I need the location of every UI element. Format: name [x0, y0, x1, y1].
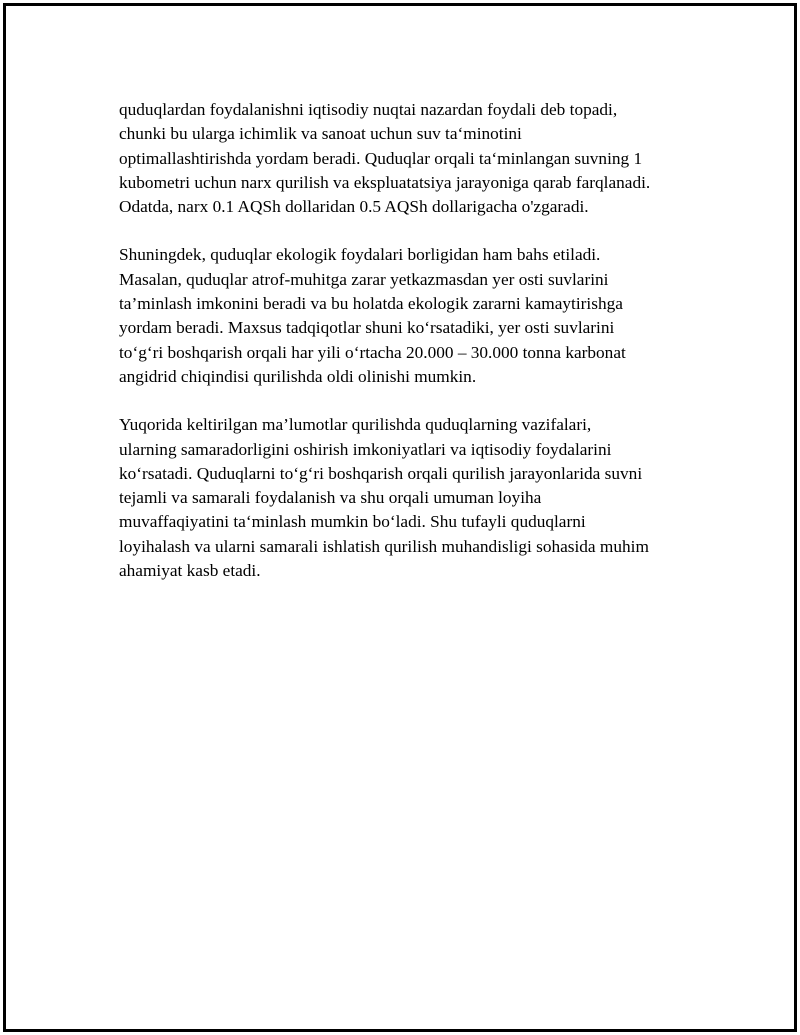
text-line: tejamli va samarali foydalanish va shu orqali umuman loyiha [119, 488, 542, 508]
text-line: chunki bu ularga ichimlik va sanoat uchun suv ta‘minotini [119, 124, 522, 144]
text-line: loyihalash va ularni samarali ishlatish qurilish muhandisligi sohasida muhim [119, 536, 649, 556]
text-line: ko‘rsatadi. Quduqlarni to‘g‘ri boshqarish orqali qurilish jarayonlarida suvni [119, 463, 643, 483]
text-line: angidrid chiqindisi qurilishda oldi olinishi mumkin. [119, 366, 477, 386]
paragraph-1 [119, 98, 694, 219]
text-line: Shuningdek, quduqlar ekologik foydalari borligidan ham bahs etiladi. [119, 245, 601, 265]
text-line: quduqlardan foydalanishni iqtisodiy nuqtai nazardan foydali deb topadi, [119, 100, 618, 119]
text-line: ularning samaradorligini oshirish imkoniyatlari va iqtisodiy foydalarini [119, 439, 612, 459]
page-frame [3, 3, 797, 1032]
text-line: muvaffaqiyatini ta‘minlash mumkin bo‘ladi. Shu tufayli quduqlarni [119, 512, 586, 532]
text-line: ahamiyat kasb etadi. [119, 561, 261, 581]
text-line: optimallashtirishda yordam beradi. Quduqlar orqali ta‘minlangan suvning 1 [119, 148, 643, 168]
text-line: yordam beradi. Maxsus tadqiqotlar shuni ko‘rsatadiki, yer osti suvlarini [119, 318, 615, 338]
text-line: ta’minlash imkonini beradi va bu holatda ekologik zararni kamaytirishga [119, 294, 623, 314]
text-line: Yuqorida keltirilgan ma’lumotlar qurilishda quduqlarning vazifalari, [119, 415, 592, 435]
text-line: kubometri uchun narx qurilish va ekspluatatsiya jarayoniga qarab farqlanadi. [119, 172, 651, 192]
paragraph-2 [119, 243, 694, 389]
text-line: Masalan, quduqlar atrof-muhitga zarar yetkazmasdan yer osti suvlarini [119, 269, 609, 289]
text-line: Odatda, narx 0.1 AQSh dollaridan 0.5 AQSh dollarigacha o'zgaradi. [119, 197, 589, 217]
paragraph-3 [119, 413, 694, 583]
text-line: to‘g‘ri boshqarish orqali har yili o‘rtacha 20.000 – 30.000 tonna karbonat [119, 342, 626, 362]
document-body [119, 98, 694, 607]
